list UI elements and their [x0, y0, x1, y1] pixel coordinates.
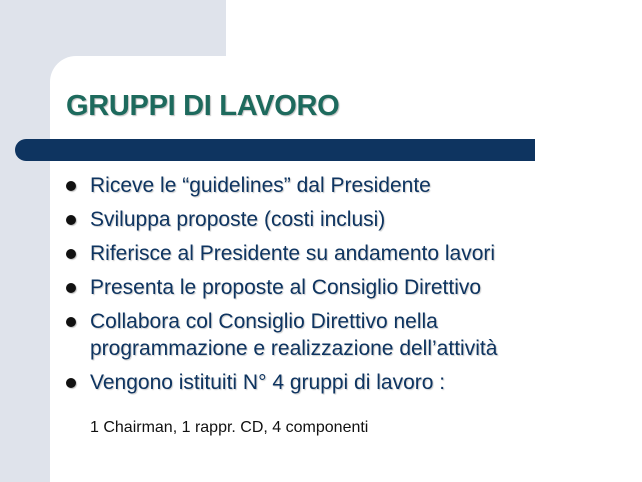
bullet-item: [66, 274, 636, 301]
bullet-text-continuation: programmazione e realizzazione dell’attività: [90, 337, 498, 360]
bullet-dot-icon: [66, 249, 76, 259]
bullet-dot-icon: [66, 215, 76, 225]
bullet-text: Riferisce al Presidente su andamento lavori: [90, 242, 496, 265]
title-underline-bar: [15, 139, 535, 161]
bullet-item: [66, 369, 636, 396]
bullet-dot-icon: [66, 181, 76, 191]
bullet-dot-icon: [66, 378, 76, 388]
bullet-dot-icon: [66, 317, 76, 327]
bullet-text: Riceve le “guidelines” dal Presidente: [90, 174, 431, 197]
bullet-dot-icon: [66, 283, 76, 293]
bullet-list: [66, 172, 636, 403]
bullet-text: Sviluppa proposte (costi inclusi): [90, 208, 386, 231]
slide-title: GRUPPI DI LAVORO: [66, 90, 340, 122]
bullet-item: [66, 172, 636, 199]
bullet-item: [66, 206, 636, 233]
sub-note: 1 Chairman, 1 rappr. CD, 4 componenti: [90, 419, 369, 436]
bullet-text: Collabora col Consiglio Direttivo nella: [90, 310, 438, 333]
bullet-item: [66, 308, 636, 362]
bullet-text: Presenta le proposte al Consiglio Direttivo: [90, 276, 482, 299]
bullet-item: [66, 240, 636, 267]
bullet-text: Vengono istituiti N° 4 gruppi di lavoro :: [90, 371, 446, 394]
